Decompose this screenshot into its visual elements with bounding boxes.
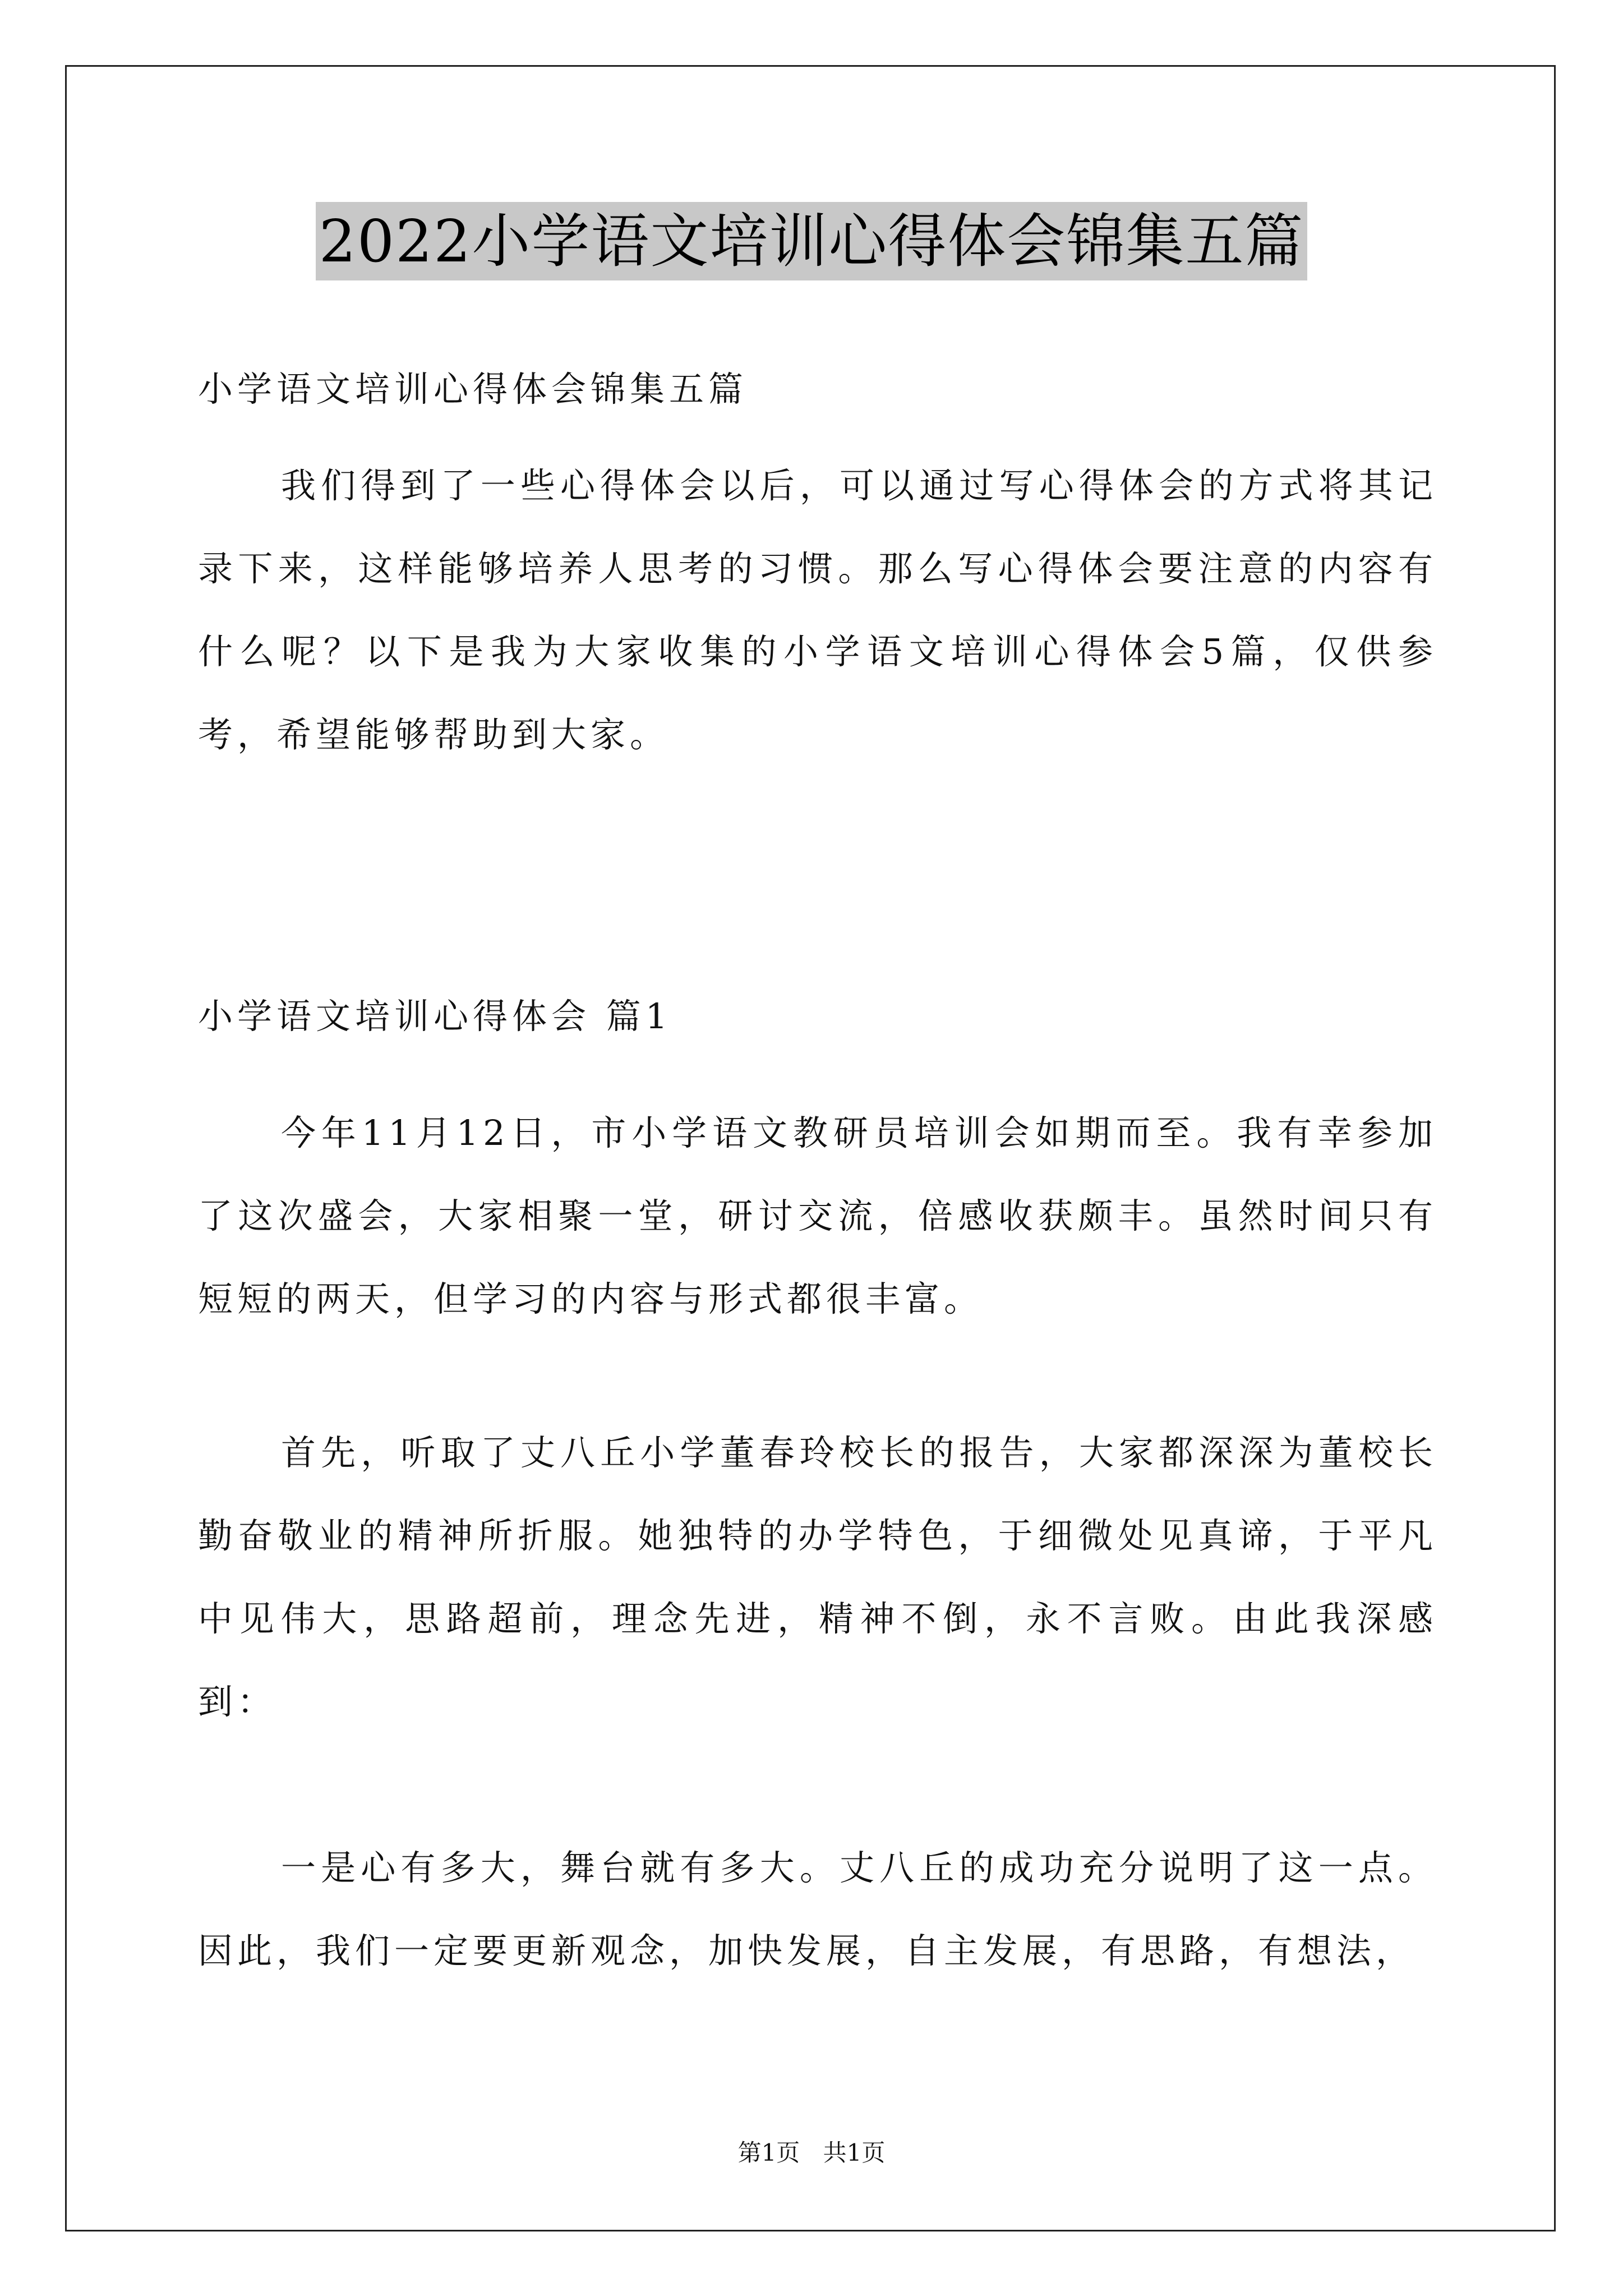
title-container (0, 202, 1623, 280)
section-heading: 小学语文培训心得体会 篇1 (198, 996, 672, 1037)
body-paragraph: 今年11月12日，市小学语文教研员培训会如期而至。我有幸参加了这次盛会，大家相聚一堂，研讨交流，倍感收获颇丰。虽然时间只有短短的两天，但学习的内容与形式都很丰富。 (198, 1112, 1437, 1319)
body-paragraph: 一是心有多大，舞台就有多大。丈八丘的成功充分说明了这一点。因此，我们一定要更新观念，加快发展，自主发展，有思路，有想法， (198, 1847, 1437, 1971)
body-paragraph: 首先，听取了丈八丘小学董春玲校长的报告，大家都深深为董校长勤奋敬业的精神所折服。她独特的办学特色，于细微处见真谛，于平凡中见伟大，思路超前，理念先进，精神不倒，永不言败。由此我深感到： (198, 1432, 1437, 1722)
page-total: 共1页 (823, 2139, 886, 2166)
page-footer (0, 2136, 1623, 2170)
document-title: 2022小学语文培训心得体会锦集五篇 (316, 202, 1308, 280)
document-subtitle: 小学语文培训心得体会锦集五篇 (198, 369, 748, 409)
intro-paragraph: 我们得到了一些心得体会以后，可以通过写心得体会的方式将其记录下来，这样能够培养人思考的习惯。那么写心得体会要注意的内容有什么呢？以下是我为大家收集的小学语文培训心得体会5篇，仅供参考，希望能够帮助到大家。 (198, 465, 1437, 755)
page-number: 第1页 (737, 2139, 800, 2166)
